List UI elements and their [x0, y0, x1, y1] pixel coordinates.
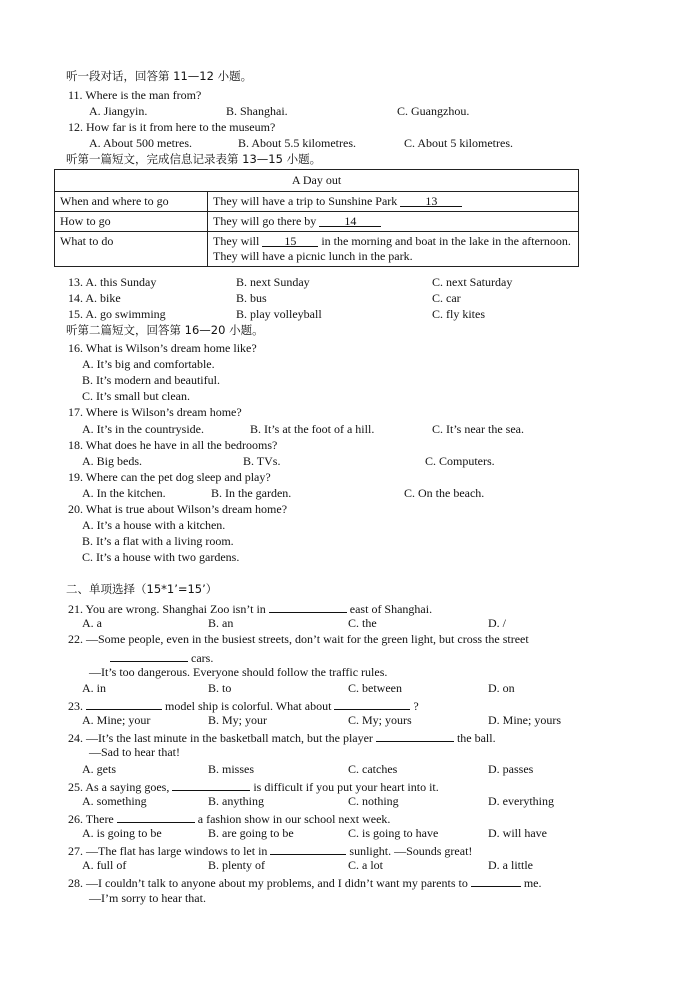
row-text: They will — [213, 234, 260, 248]
q26-option-d: D. will have — [488, 826, 547, 840]
q25-stem — [68, 778, 439, 794]
q22-option-a: A. in — [82, 681, 106, 695]
q27-text-end: sunlight. —Sounds great! — [349, 844, 473, 858]
q11-option-a: A. Jiangyin. — [89, 104, 148, 118]
q19-option-b: B. In the garden. — [211, 486, 292, 500]
row-text-continued: in the morning and boat in the lake in the afternoon. They will have a picnic lunch in the park. — [213, 234, 571, 263]
q18-stem: 18. What does he have in all the bedrooms? — [68, 438, 278, 452]
q21-text: 21. You are wrong. Shanghai Zoo isn’t in — [68, 602, 266, 616]
q27-text: 27. —The flat has large windows to let in — [68, 844, 268, 858]
q19-stem: 19. Where can the pet dog sleep and play? — [68, 470, 271, 484]
row-content — [208, 212, 579, 232]
q21-text-end: east of Shanghai. — [349, 602, 433, 616]
q13-option-b: B. next Sunday — [236, 275, 310, 289]
q25-answer-blank[interactable] — [172, 778, 250, 791]
q13-option-c: C. next Saturday — [432, 275, 513, 289]
q25-option-b: B. anything — [208, 794, 264, 808]
q22-option-d: D. on — [488, 681, 515, 695]
q23-stem — [68, 697, 419, 713]
answer-blank-14[interactable]: 14 — [319, 214, 381, 227]
q26-stem — [68, 810, 390, 826]
q14-option-a: 14. A. bike — [68, 291, 121, 305]
q27-option-d: D. a little — [488, 858, 533, 872]
q21-option-a: A. a — [82, 616, 102, 630]
q15-option-b: B. play volleyball — [236, 307, 322, 321]
row-label: What to do — [55, 232, 208, 267]
q12-stem: 12. How far is it from here to the museum? — [68, 120, 276, 134]
q19-option-a: A. In the kitchen. — [82, 486, 166, 500]
q28-text: 28. —I couldn’t talk to anyone about my problems, and I didn’t want my parents to — [68, 876, 468, 890]
q24-option-d: D. passes — [488, 762, 534, 776]
q26-option-b: B. are going to be — [208, 826, 294, 840]
q27-answer-blank[interactable] — [270, 842, 346, 855]
q23-number: 23. — [68, 699, 83, 713]
q16-option-c: C. It’s small but clean. — [82, 389, 190, 403]
q17-stem: 17. Where is Wilson’s dream home? — [68, 405, 242, 419]
q27-option-a: A. full of — [82, 858, 127, 872]
q21-answer-blank[interactable] — [269, 600, 347, 613]
q24-text: 24. —It’s the last minute in the basketball match, but the player — [68, 731, 373, 745]
q20-option-a: A. It’s a house with a kitchen. — [82, 518, 226, 532]
row-label: How to go — [55, 212, 208, 232]
q23-option-d: D. Mine; yours — [488, 713, 561, 727]
q17-option-b: B. It’s at the foot of a hill. — [250, 422, 375, 436]
q24-option-a: A. gets — [82, 762, 116, 776]
answer-blank-13[interactable]: 13 — [400, 194, 462, 207]
q22-stem-line1: 22. —Some people, even in the busiest streets, don’t wait for the green light, but cross the street — [68, 632, 529, 646]
section-passage-2: 听第二篇短文，回答第 16—20 小题。 — [66, 323, 264, 337]
q23-option-c: C. My; yours — [348, 713, 412, 727]
q28-answer-blank[interactable] — [471, 874, 521, 887]
q13-option-a: 13. A. this Sunday — [68, 275, 157, 289]
q15-option-c: C. fly kites — [432, 307, 485, 321]
q20-stem: 20. What is true about Wilson’s dream home? — [68, 502, 288, 516]
q18-option-a: A. Big beds. — [82, 454, 142, 468]
q26-answer-blank[interactable] — [117, 810, 195, 823]
q16-option-b: B. It’s modern and beautiful. — [82, 373, 220, 387]
q28-reply: —I’m sorry to hear that. — [89, 891, 206, 905]
q24-option-c: C. catches — [348, 762, 398, 776]
q24-text-end: the ball. — [456, 731, 496, 745]
q22-option-c: C. between — [348, 681, 402, 695]
q16-stem: 16. What is Wilson’s dream home like? — [68, 341, 257, 355]
q20-option-b: B. It’s a flat with a living room. — [82, 534, 234, 548]
q11-stem: 11. Where is the man from? — [68, 88, 202, 102]
q16-option-a: A. It’s big and comfortable. — [82, 357, 215, 371]
q24-stem — [68, 729, 496, 745]
q23-option-a: A. Mine; your — [82, 713, 151, 727]
q14-option-c: C. car — [432, 291, 461, 305]
q26-text-end: a fashion show in our school next week. — [197, 812, 391, 826]
q23-text-end: ? — [413, 699, 419, 713]
q12-option-b: B. About 5.5 kilometres. — [238, 136, 356, 150]
q26-text: 26. There — [68, 812, 114, 826]
q22-option-b: B. to — [208, 681, 232, 695]
q11-option-b: B. Shanghai. — [226, 104, 288, 118]
q25-option-d: D. everything — [488, 794, 554, 808]
q21-option-c: C. the — [348, 616, 377, 630]
q24-answer-blank[interactable] — [376, 729, 454, 742]
row-text: They will have a trip to Sunshine Park — [213, 194, 398, 208]
section-listen-dialog: 听一段对话，回答第 11—12 小题。 — [66, 69, 253, 83]
row-text: They will go there by — [213, 214, 317, 228]
section-2-title: 二、单项选择（15*1’=15’） — [66, 582, 218, 596]
q23-answer-blank-2[interactable] — [334, 697, 410, 710]
q21-stem — [68, 600, 432, 616]
q25-text-end: is difficult if you put your heart into it. — [253, 780, 439, 794]
q14-option-b: B. bus — [236, 291, 267, 305]
q23-answer-blank-1[interactable] — [86, 697, 162, 710]
q17-option-c: C. It’s near the sea. — [432, 422, 524, 436]
q12-option-c: C. About 5 kilometres. — [404, 136, 513, 150]
q28-stem — [68, 874, 542, 890]
q25-option-a: A. something — [82, 794, 147, 808]
q27-option-c: C. a lot — [348, 858, 383, 872]
q12-option-a: A. About 500 metres. — [89, 136, 192, 150]
table-row — [55, 232, 579, 267]
q27-stem — [68, 842, 472, 858]
q24-reply: —Sad to hear that! — [89, 745, 180, 759]
q17-option-a: A. It’s in the countryside. — [82, 422, 204, 436]
q23-text: model ship is colorful. What about — [165, 699, 332, 713]
table-title: A Day out — [55, 170, 579, 192]
q21-option-d: D. / — [488, 616, 506, 630]
q18-option-c: C. Computers. — [425, 454, 495, 468]
q25-text: 25. As a saying goes, — [68, 780, 170, 794]
table-row — [55, 192, 579, 212]
q18-option-b: B. TVs. — [243, 454, 281, 468]
q11-option-c: C. Guangzhou. — [397, 104, 470, 118]
q19-option-c: C. On the beach. — [404, 486, 485, 500]
q15-option-a: 15. A. go swimming — [68, 307, 166, 321]
row-label: When and where to go — [55, 192, 208, 212]
q26-option-c: C. is going to have — [348, 826, 439, 840]
q22-text-end: cars. — [191, 651, 214, 665]
q24-option-b: B. misses — [208, 762, 255, 776]
section-passage-1: 听第一篇短文，完成信息记录表第 13—15 小题。 — [66, 152, 322, 166]
row-content — [208, 192, 579, 212]
q20-option-c: C. It’s a house with two gardens. — [82, 550, 240, 564]
q26-option-a: A. is going to be — [82, 826, 162, 840]
q22-answer-blank[interactable] — [110, 649, 188, 662]
q23-option-b: B. My; your — [208, 713, 268, 727]
q25-option-c: C. nothing — [348, 794, 399, 808]
q27-option-b: B. plenty of — [208, 858, 265, 872]
info-table — [54, 169, 579, 267]
row-content — [208, 232, 579, 267]
q22-stem-line2 — [110, 649, 213, 665]
q21-option-b: B. an — [208, 616, 234, 630]
table-row — [55, 212, 579, 232]
q22-reply: —It’s too dangerous. Everyone should follow the traffic rules. — [89, 665, 388, 679]
answer-blank-15[interactable]: 15 — [262, 234, 318, 247]
q28-text-end: me. — [523, 876, 542, 890]
